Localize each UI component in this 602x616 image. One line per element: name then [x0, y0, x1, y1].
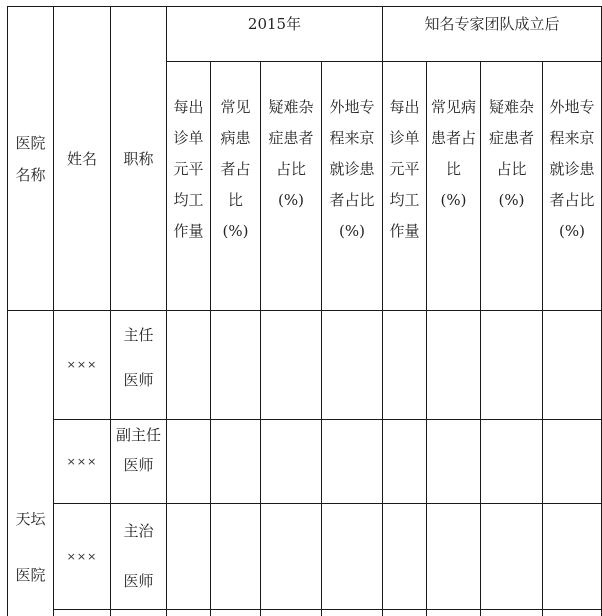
data-cell: [322, 610, 383, 616]
data-cell: [211, 311, 261, 420]
header-after-difficult-ratio: 疑难杂 症患者 占比 (%): [481, 62, 543, 311]
data-cell: [211, 504, 261, 610]
doctor-name-cell: [54, 610, 111, 616]
data-cell: [261, 420, 322, 504]
data-cell: [167, 504, 211, 610]
doctor-title-cell: 主治 医师: [111, 504, 167, 610]
header-after-workload: 每出 诊单 元平 均工 作量: [383, 62, 427, 311]
data-cell: [261, 311, 322, 420]
header-after-common-ratio: 常见病 患者占 比 (%): [427, 62, 481, 311]
header-2015-common-ratio: 常见 病患 者占 比 (%): [211, 62, 261, 311]
header-name: 姓名: [54, 7, 111, 311]
doctor-title-cell: 主任 医师: [111, 311, 167, 420]
data-cell: [322, 311, 383, 420]
data-cell: [427, 504, 481, 610]
data-cell: [322, 504, 383, 610]
doctor-name-cell: ×××: [54, 311, 111, 420]
data-cell: [543, 311, 602, 420]
header-2015-workload: 每出 诊单 元平 均工 作量: [167, 62, 211, 311]
data-cell: [322, 420, 383, 504]
data-cell: [543, 504, 602, 610]
data-cell: [261, 504, 322, 610]
data-cell: [481, 504, 543, 610]
header-title: 职称: [111, 7, 167, 311]
data-cell: [481, 610, 543, 616]
table-row: [8, 420, 602, 504]
data-cell: [427, 420, 481, 504]
header-period-after: 知名专家团队成立后: [383, 7, 602, 62]
statistics-table: [7, 6, 602, 616]
hospital-name-cell: 天坛 医院: [8, 311, 54, 616]
data-cell: [261, 610, 322, 616]
table-row: [8, 610, 602, 616]
header-2015-difficult-ratio: 疑难杂 症患者 占比 (%): [261, 62, 322, 311]
data-cell: [383, 504, 427, 610]
header-period-2015: 2015年: [167, 7, 383, 62]
table-row: [8, 311, 602, 420]
doctor-name-cell: ×××: [54, 504, 111, 610]
data-cell: [211, 420, 261, 504]
data-cell: [167, 610, 211, 616]
data-cell: [211, 610, 261, 616]
data-cell: [383, 610, 427, 616]
data-cell: [543, 420, 602, 504]
data-cell: [427, 610, 481, 616]
data-cell: [383, 420, 427, 504]
data-cell: [543, 610, 602, 616]
table-row: [8, 504, 602, 610]
header-2015-nonlocal-ratio: 外地专 程来京 就诊患 者占比 (%): [322, 62, 383, 311]
data-cell: [167, 311, 211, 420]
header-hospital-name: 医院 名称: [8, 7, 54, 311]
data-cell: [427, 311, 481, 420]
data-cell: [481, 420, 543, 504]
data-cell: [383, 311, 427, 420]
data-cell: [167, 420, 211, 504]
doctor-title-cell: [111, 610, 167, 616]
data-cell: [481, 311, 543, 420]
doctor-title-cell: 副主任 医师: [111, 420, 167, 504]
header-after-nonlocal-ratio: 外地专 程来京 就诊患 者占比 (%): [543, 62, 602, 311]
doctor-name-cell: ×××: [54, 420, 111, 504]
